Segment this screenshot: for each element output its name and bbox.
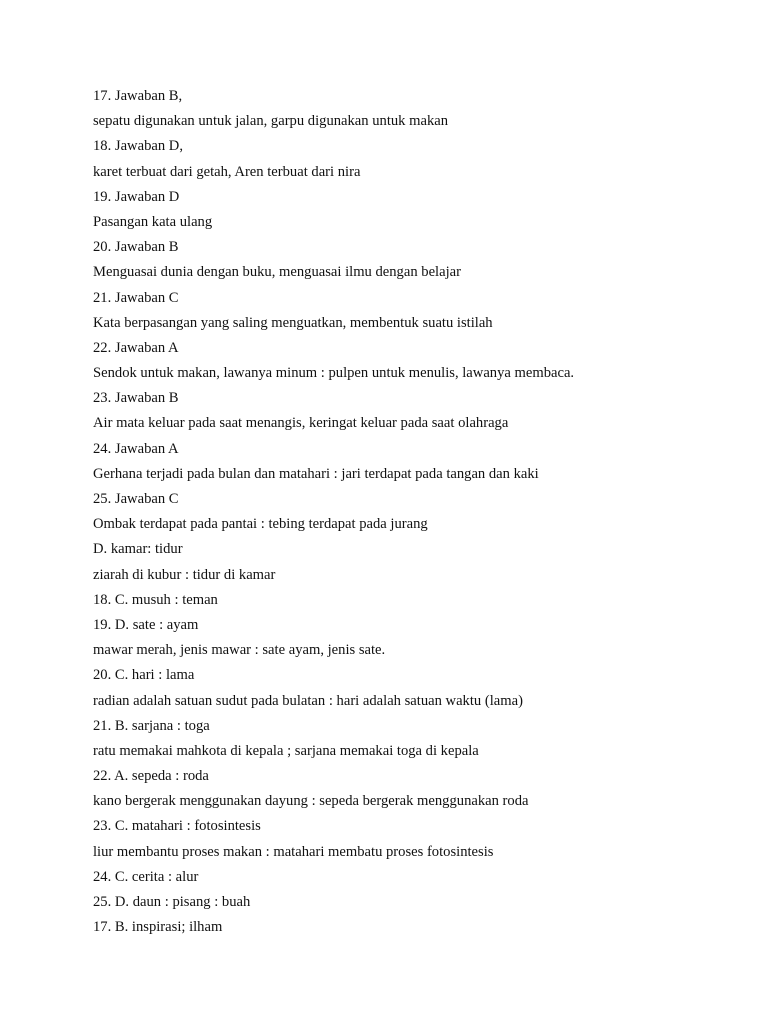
text-line: sepatu digunakan untuk jalan, garpu digunakan untuk makan [93,113,449,130]
text-line: karet terbuat dari getah, Aren terbuat dari nira [93,163,361,180]
text-line: 17. Jawaban B, [93,88,183,104]
text-line: Gerhana terjadi pada bulan dan matahari : jari terdapat pada tangan dan kaki [93,465,539,482]
text-line: 23. C. matahari : fotosintesis [93,818,261,835]
text-line: 23. Jawaban B [93,390,179,407]
text-line: ratu memakai mahkota di kepala ; sarjana memakai toga di kepala [93,742,479,759]
text-line: 18. Jawaban D, [93,138,183,155]
text-line: liur membantu proses makan : matahari membatu proses fotosintesis [93,843,494,860]
text-line: Air mata keluar pada saat menangis, keringat keluar pada saat olahraga [93,415,509,432]
text-line: 20. C. hari : lama [93,667,195,684]
text-line: ziarah di kubur : tidur di kamar [93,566,276,583]
text-line: 24. Jawaban A [93,440,179,457]
text-line: Ombak terdapat pada pantai : tebing terdapat pada jurang [93,516,428,533]
text-line: Sendok untuk makan, lawanya minum : pulpen untuk menulis, lawanya membaca. [93,365,575,382]
text-line: 25. D. daun : pisang : buah [93,894,251,910]
text-line: D. kamar: tidur [93,541,183,558]
answer-text-block [93,86,733,942]
text-line: mawar merah, jenis mawar : sate ayam, jenis sate. [93,642,386,659]
text-line: 20. Jawaban B [93,239,179,256]
text-line: Kata berpasangan yang saling menguatkan, membentuk suatu istilah [93,314,493,331]
text-line: kano bergerak menggunakan dayung : sepeda bergerak menggunakan roda [93,793,529,810]
text-line: 24. C. cerita : alur [93,868,199,885]
text-line: 17. B. inspirasi; ilham [93,919,223,936]
text-line: 22. Jawaban A [93,339,179,356]
text-line: 21. Jawaban C [93,289,179,306]
text-line: 19. D. sate : ayam [93,616,199,633]
text-line: Pasangan kata ulang [93,213,213,230]
text-line: Menguasai dunia dengan buku, menguasai ilmu dengan belajar [93,264,461,281]
text-line: 18. C. musuh : teman [93,591,218,608]
text-line: radian adalah satuan sudut pada bulatan : hari adalah satuan waktu (lama) [93,692,523,709]
text-line: 19. Jawaban D [93,188,180,205]
text-line: 22. A. sepeda : roda [93,768,209,785]
text-line: 25. Jawaban C [93,491,179,507]
text-line: 21. B. sarjana : toga [93,717,210,734]
